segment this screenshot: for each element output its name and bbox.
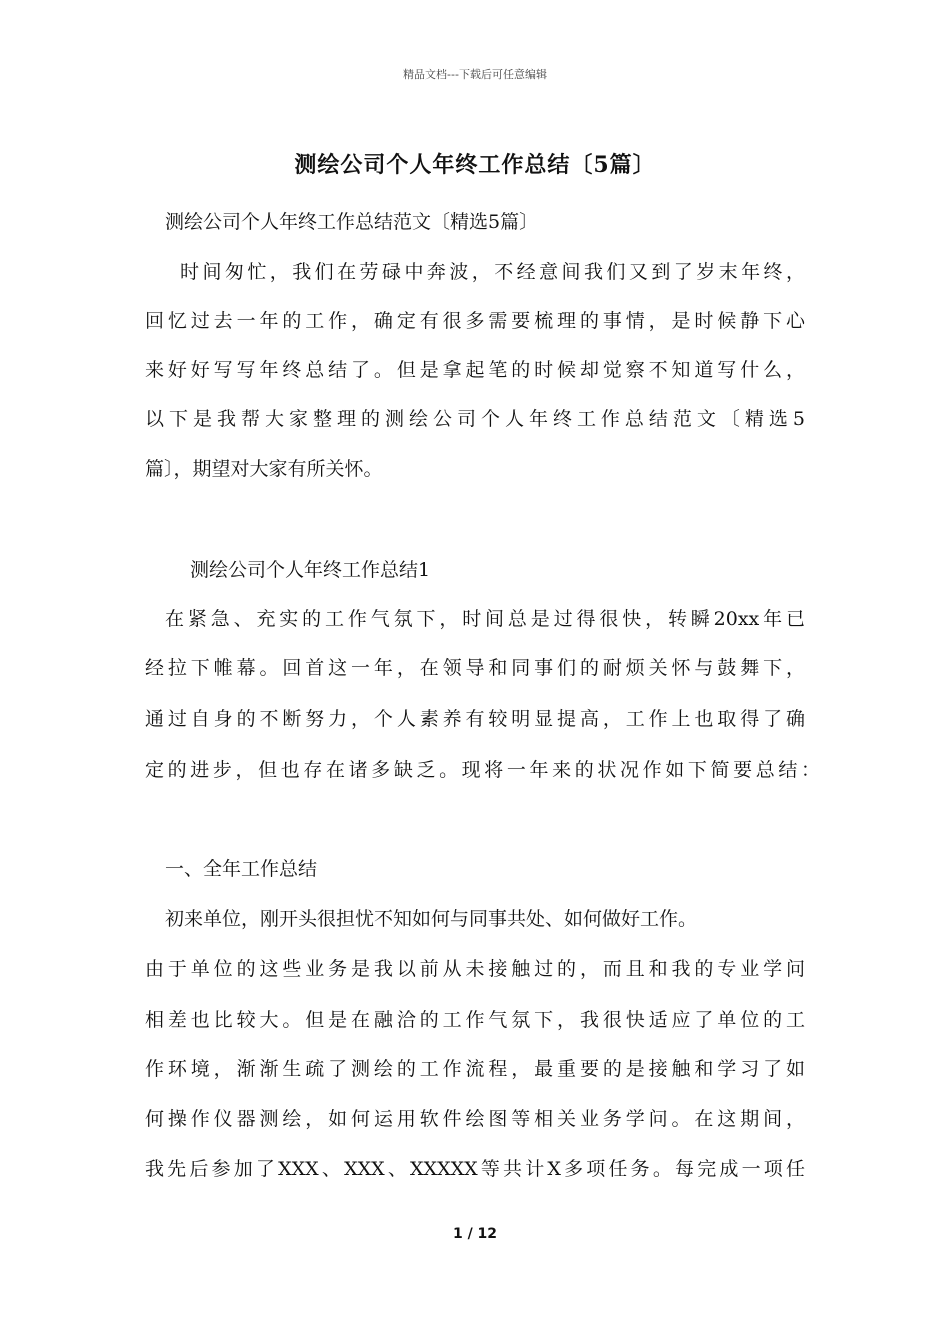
paragraph-line: 定的进步，但也存在诸多缺乏。现将一年来的状况作如下简要总结： — [145, 759, 820, 781]
part-heading: 一、全年工作总结 — [165, 858, 318, 880]
section-heading: 测绘公司个人年终工作总结1 — [190, 559, 431, 581]
document-subtitle: 测绘公司个人年终工作总结范文〔精选5篇〕 — [165, 211, 539, 233]
page-header-note: 精品文档---下载后可任意编辑 — [403, 68, 547, 81]
intro-line: 篇〕，期望对大家有所关怀。 — [145, 458, 383, 480]
paragraph-line: 相差也比较大。但是在融洽的工作气氛下，我很快适应了单位的工 — [145, 1009, 805, 1031]
paragraph-line: 初来单位，刚开头很担忧不知如何与同事共处、如何做好工作。 — [165, 908, 698, 930]
intro-line: 以下是我帮大家整理的测绘公司个人年终工作总结范文〔精选5 — [145, 408, 805, 430]
paragraph-line: 经拉下帷幕。回首这一年，在领导和同事们的耐烦关怀与鼓舞下， — [145, 657, 805, 679]
paragraph-line: 由于单位的这些业务是我以前从未接触过的，而且和我的专业学问 — [145, 958, 805, 980]
document-title: 测绘公司个人年终工作总结〔5篇〕 — [294, 152, 656, 178]
intro-line: 时间匆忙，我们在劳碌中奔波，不经意间我们又到了岁末年终， — [180, 261, 805, 283]
paragraph-line: 在紧急、充实的工作气氛下，时间总是过得很快，转瞬20xx年已 — [165, 608, 805, 630]
intro-line: 来好好写写年终总结了。但是拿起笔的时候却觉察不知道写什么， — [145, 359, 805, 381]
page-number: 1 / 12 — [452, 1226, 498, 1242]
intro-line: 回忆过去一年的工作，确定有很多需要梳理的事情，是时候静下心 — [145, 310, 805, 332]
paragraph-line: 我先后参加了XXX、XXX、XXXXX等共计X多项任务。每完成一项任 — [145, 1158, 805, 1180]
paragraph-line: 作环境，渐渐生疏了测绘的工作流程，最重要的是接触和学习了如 — [145, 1058, 805, 1080]
paragraph-line: 通过自身的不断努力，个人素养有较明显提高，工作上也取得了确 — [145, 708, 805, 730]
paragraph-line: 何操作仪器测绘，如何运用软件绘图等相关业务学问。在这期间， — [145, 1108, 805, 1130]
